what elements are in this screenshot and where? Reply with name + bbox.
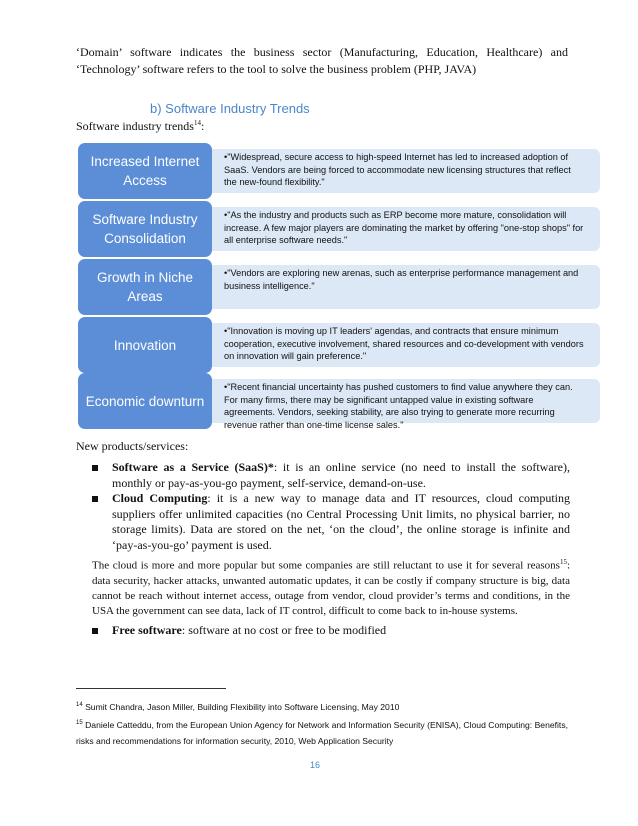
- trend-row: [0, 143, 638, 199]
- page-number: 16: [310, 760, 321, 770]
- cloud-paragraph-text: The cloud is more and more popular but some companies are still reluctant to use it for several reasons: [92, 559, 560, 572]
- intro-paragraph: ‘Domain’ software indicates the business sector (Manufacturing, Education, Healthcare) and ‘Technology’ software refers to the tool to solve the business problem (PHP, JAVA): [76, 45, 568, 76]
- cloud-paragraph: [92, 555, 570, 619]
- trend-description: •"As the industry and products such as ERP become more mature, consolidation will increase. A few major players are dominating the market by offering "one-stop shops" for all enterprise software needs.": [224, 210, 584, 246]
- list-item: [92, 623, 570, 639]
- footnote-text: Sumit Chandra, Jason Miller, Building Flexibility into Software Licensing, May 2010: [85, 701, 400, 712]
- trend-title-box: Growth in Niche Areas: [78, 259, 212, 315]
- footnote-text: Daniele Catteddu, from the European Union Agency for Network and Information Security (ENISA), Cloud Computing: Benefits, risks and recommendations for information security, 2010, Web Application Security: [76, 719, 569, 746]
- new-products-label: New products/services:: [76, 439, 189, 453]
- trend-description: •"Vendors are exploring new arenas, such as enterprise performance management and business intelligence.": [224, 268, 579, 291]
- footnote-divider: [76, 688, 226, 689]
- trends-label: [76, 119, 204, 134]
- footnote: [76, 715, 576, 749]
- trend-row: [0, 201, 638, 257]
- footnote: [76, 697, 576, 715]
- footnote-number: 15: [76, 719, 83, 726]
- square-bullet-icon: [92, 496, 98, 502]
- cloud-paragraph-rest: : data security, hacker attacks, unwanted automatic updates, it can be costly if company structure is big, data cannot be reach without internet access, outage from vendor, cloud provider’s terms and conditions, in the USA the government can see data, lack of IT control, difficult to come back to in-house systems.: [92, 559, 570, 617]
- service-text: : software at no cost or free to be modified: [181, 623, 387, 637]
- footnote-ref-14: 14: [193, 119, 201, 127]
- trend-title-box: Increased Internet Access: [78, 143, 212, 199]
- list-item: [92, 460, 570, 491]
- trend-row: [0, 259, 638, 315]
- service-term: Free software: [112, 623, 182, 637]
- services-list-more: [92, 623, 570, 639]
- service-text: : it is an online service (no need to install the software), monthly or pay-as-you-go payment, self-service, demand-on-use.: [112, 460, 570, 490]
- trend-description: •"Innovation is moving up IT leaders' agendas, and contracts that ensure minimum cooperation, executive involvement, shared resources and co-development with vendors on innovation will gain preference.": [224, 326, 584, 362]
- service-term: Cloud Computing: [112, 491, 208, 505]
- services-list: [92, 460, 570, 553]
- list-item: [92, 491, 570, 553]
- trend-row: [0, 317, 638, 373]
- trend-title-box: Economic downturn: [78, 373, 212, 429]
- service-text: : it is a new way to manage data and IT resources, cloud computing suppliers offer unlimited capacities (no Central Processing Unit limits, no physical barrier, no storage limits). Data are stored on the net, ‘on the cloud’, the online storage is infinite and ‘pay-as-you-go’ payment is used.: [112, 491, 570, 552]
- footnote-number: 14: [76, 702, 83, 708]
- trend-title-box: Software Industry Consolidation: [78, 201, 212, 257]
- section-heading: b) Software Industry Trends: [150, 101, 310, 116]
- trends-label-suffix: :: [200, 119, 205, 133]
- trends-label-text: Software industry trends: [76, 119, 194, 133]
- square-bullet-icon: [92, 465, 98, 471]
- footnotes: [76, 697, 576, 749]
- trend-description: •"Recent financial uncertainty has pushed customers to find value anywhere they can. For many firms, there may be significant untapped value in existing software agreements. Vendors, seeking stability, are also trying to generate more recurring revenue rather than one-time license sales.": [224, 382, 573, 430]
- trend-row: [0, 373, 638, 429]
- footnote-ref-15: 15: [559, 558, 567, 566]
- trend-description: •"Widespread, secure access to high-speed Internet has led to increased adoption of SaaS. Vendors are being forced to accommodate new licensing structures that reflect the new-found flexibility.": [224, 152, 571, 188]
- trend-title-box: Innovation: [78, 317, 212, 373]
- service-term: Software as a Service (SaaS)*: [112, 460, 274, 474]
- square-bullet-icon: [92, 628, 98, 634]
